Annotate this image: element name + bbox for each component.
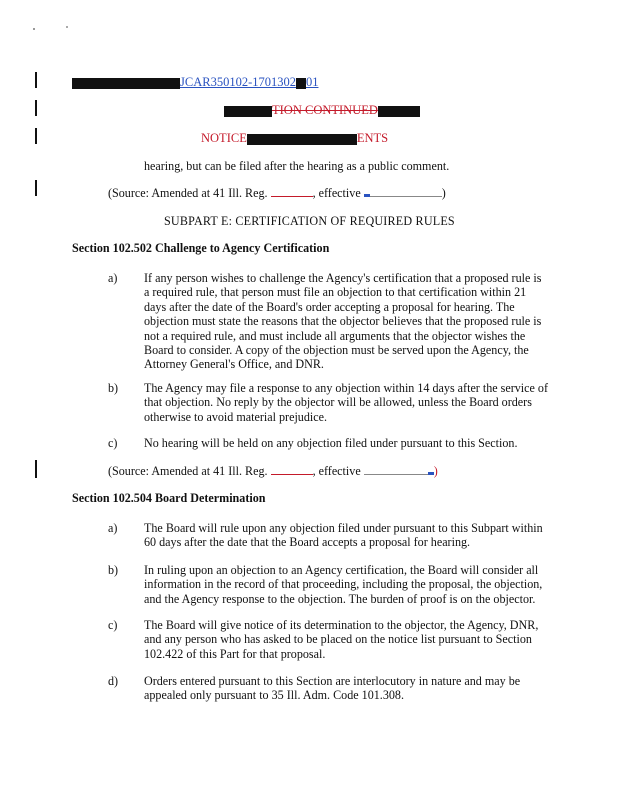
docket-number: JCAR350102-1701302: [180, 75, 296, 89]
item-label: a): [108, 521, 118, 535]
item-label: c): [108, 436, 118, 450]
item-text: The Board will give notice of its determination to the objector, the Agency, DNR, and any person who has asked to be placed on the notice list pursuant to Section 102.422 of this Part for that proposal.: [144, 618, 539, 661]
item-text: The Board will rule upon any objection filed under pursuant to this Subpart within 60 days after the date that the Board accepts a proposal for hearing.: [144, 521, 543, 550]
source-note-label: (Source: Amended at 41 Ill. Reg.: [108, 186, 271, 200]
continuation-header: [224, 103, 420, 118]
item-label: d): [108, 674, 119, 688]
item-label: b): [108, 563, 119, 577]
source-blank: [271, 474, 313, 475]
continuation-paragraph: hearing, but can be filed after the hearing as a public comment.: [144, 159, 450, 173]
item-label: c): [108, 618, 118, 632]
item-label: b): [108, 381, 119, 395]
item-text: If any person wishes to challenge the Agency's certification that a proposed rule is a required rule, that person must file an objection to that certification within 21 days after the date of the Board's order accepting a proposal for hearing. The objection must state the reasons that the objector believes that the proposed rule is not a required rule, and must include all arguments that the objector wishes the Board to consider. A copy of the objection must be served upon the Agency, the Attorney General's Office, and DNR.: [144, 271, 542, 372]
section-heading: Section 102.504 Board Determination: [72, 491, 266, 505]
change-bar: [35, 72, 37, 88]
redaction-block: [72, 78, 180, 89]
source-effective: , effective: [312, 464, 364, 478]
source-note-label: (Source: Amended at 41 Ill. Reg.: [108, 464, 271, 478]
notice-header-tail: ENTS: [356, 131, 389, 145]
item-text: Orders entered pursuant to this Section are interlocutory in nature and may be appealed only pursuant to 35 Ill. Adm. Code 101.308.: [144, 674, 521, 703]
source-note: [108, 186, 446, 200]
scan-speck: [33, 28, 35, 30]
change-bar: [35, 128, 37, 144]
source-effective: , effective: [312, 186, 364, 200]
redaction-block: [247, 134, 357, 145]
notice-header-text: NOTICE: [201, 131, 247, 145]
source-blank: [370, 196, 442, 197]
change-bar: [35, 180, 37, 196]
redaction-block: [224, 106, 272, 117]
source-blank: [364, 474, 428, 475]
redaction-block: [296, 78, 306, 89]
change-bar: [35, 100, 37, 116]
scan-speck: [66, 26, 68, 28]
source-close: ): [441, 186, 446, 200]
source-close: ): [433, 464, 438, 478]
item-text: In ruling upon an objection to an Agency certification, the Board will consider all information in the record of that proceeding, including the proposal, the objection, and the Agency response to the objection. The burden of proof is on the objector.: [144, 563, 543, 606]
item-label: a): [108, 271, 118, 285]
section-heading: Section 102.502 Challenge to Agency Certification: [72, 241, 330, 255]
source-blank: [271, 196, 313, 197]
docket-suffix: 01: [305, 75, 319, 89]
source-note: [108, 464, 438, 478]
change-bar: [35, 460, 37, 478]
subpart-title: SUBPART E: CERTIFICATION OF REQUIRED RULES: [164, 214, 455, 228]
item-text: No hearing will be held on any objection filed under pursuant to this Section.: [144, 436, 518, 450]
continuation-header-text: TION CONTINUED: [272, 103, 378, 117]
notice-header: [201, 131, 388, 146]
docket-header: [72, 75, 318, 90]
redaction-block: [378, 106, 420, 117]
item-text: The Agency may file a response to any objection within 14 days after the service of that objection. No reply by the objector will be allowed, unless the Board orders otherwise to avoid material prejudice.: [144, 381, 549, 424]
